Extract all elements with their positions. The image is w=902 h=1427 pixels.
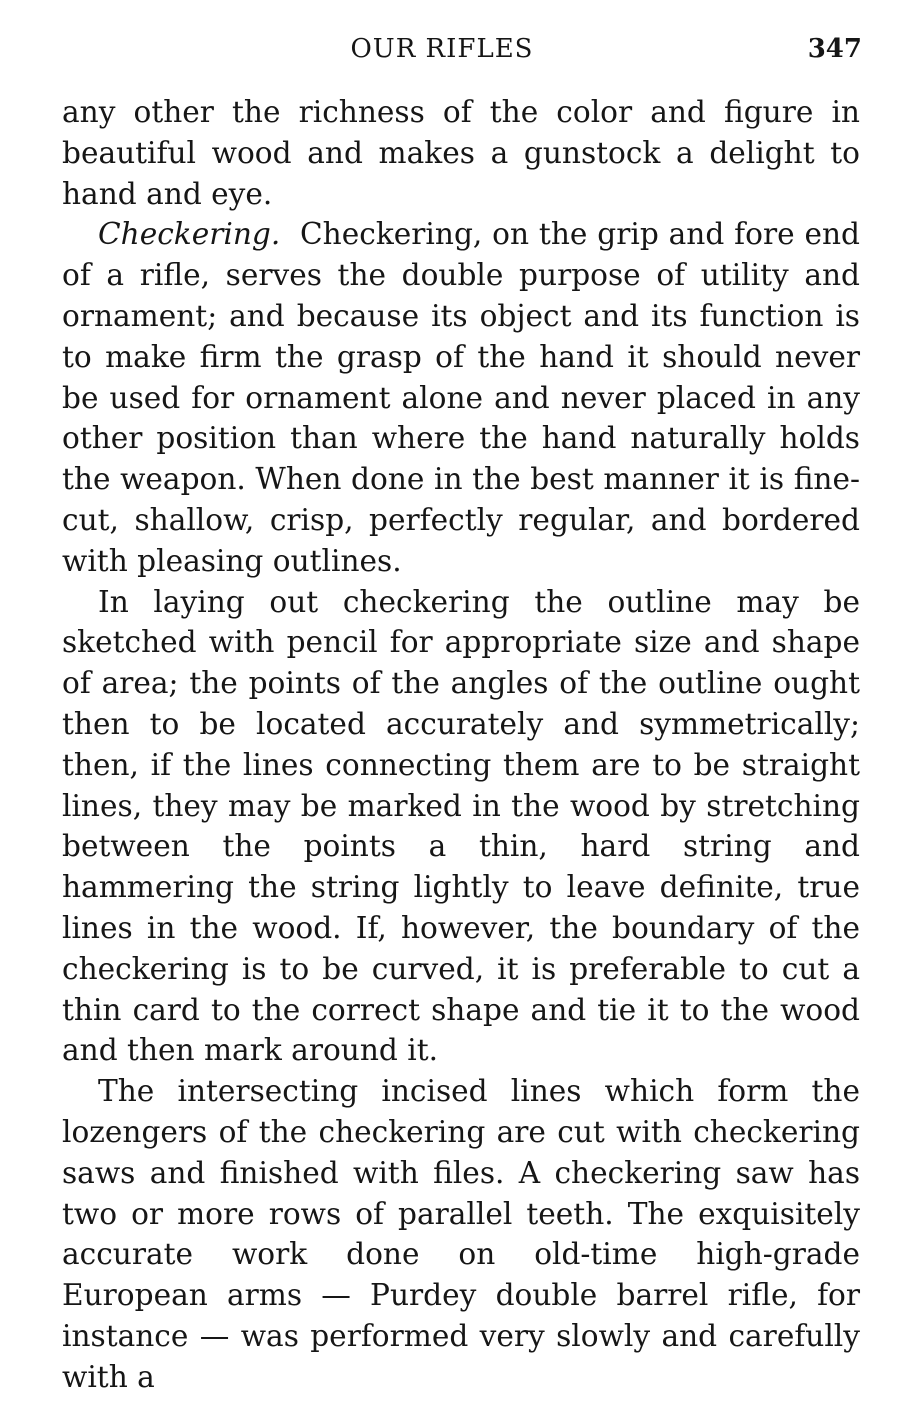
paragraph-text: Checkering, on the grip and fore end of a rifle, serves the double purpose of utility and ornament; and because its object and its function is to make firm the grasp of the hand it should never be used for ornament alone and never placed in any other position than where the hand naturally holds the weapon. When done in the best manner it is fine-cut, shallow, crisp, perfectly regular, and bordered with pleasing outlines. xyxy=(62,217,860,578)
paragraph-checkering xyxy=(62,214,860,581)
run-in-heading: Checkering. xyxy=(98,217,281,252)
body-text xyxy=(62,92,860,1398)
page-number: 347 xyxy=(807,34,862,64)
paragraph-intersecting-lines: The intersecting incised lines which form the lozengers of the checkering are cut with checkering saws and finished with files. A checkering saw has two or more rows of parallel teeth. The exquisitely accurate work done on old-time high-grade European arms — Purdey double barrel rifle, for instance — was performed very slowly and carefully with a xyxy=(62,1074,860,1394)
running-head xyxy=(62,30,862,70)
paragraph-laying-out: In laying out checkering the outline may be sketched with pencil for appropriate size and shape of area; the points of the angles of the outline ought then to be located accurately and symmetrically; then, if the lines connecting them are to be straight lines, they may be marked in the wood by stretching between the points a thin, hard string and hammering the string lightly to leave definite, true lines in the wood. If, however, the boundary of the checkering is to be curved, it is preferable to cut a thin card to the correct shape and tie it to the wood and then mark around it. xyxy=(62,584,860,1068)
paragraph-continuation: any other the richness of the color and figure in beautiful wood and makes a gunstock a delight to hand and eye. xyxy=(62,95,860,211)
running-title: OUR RIFLES xyxy=(350,34,534,64)
